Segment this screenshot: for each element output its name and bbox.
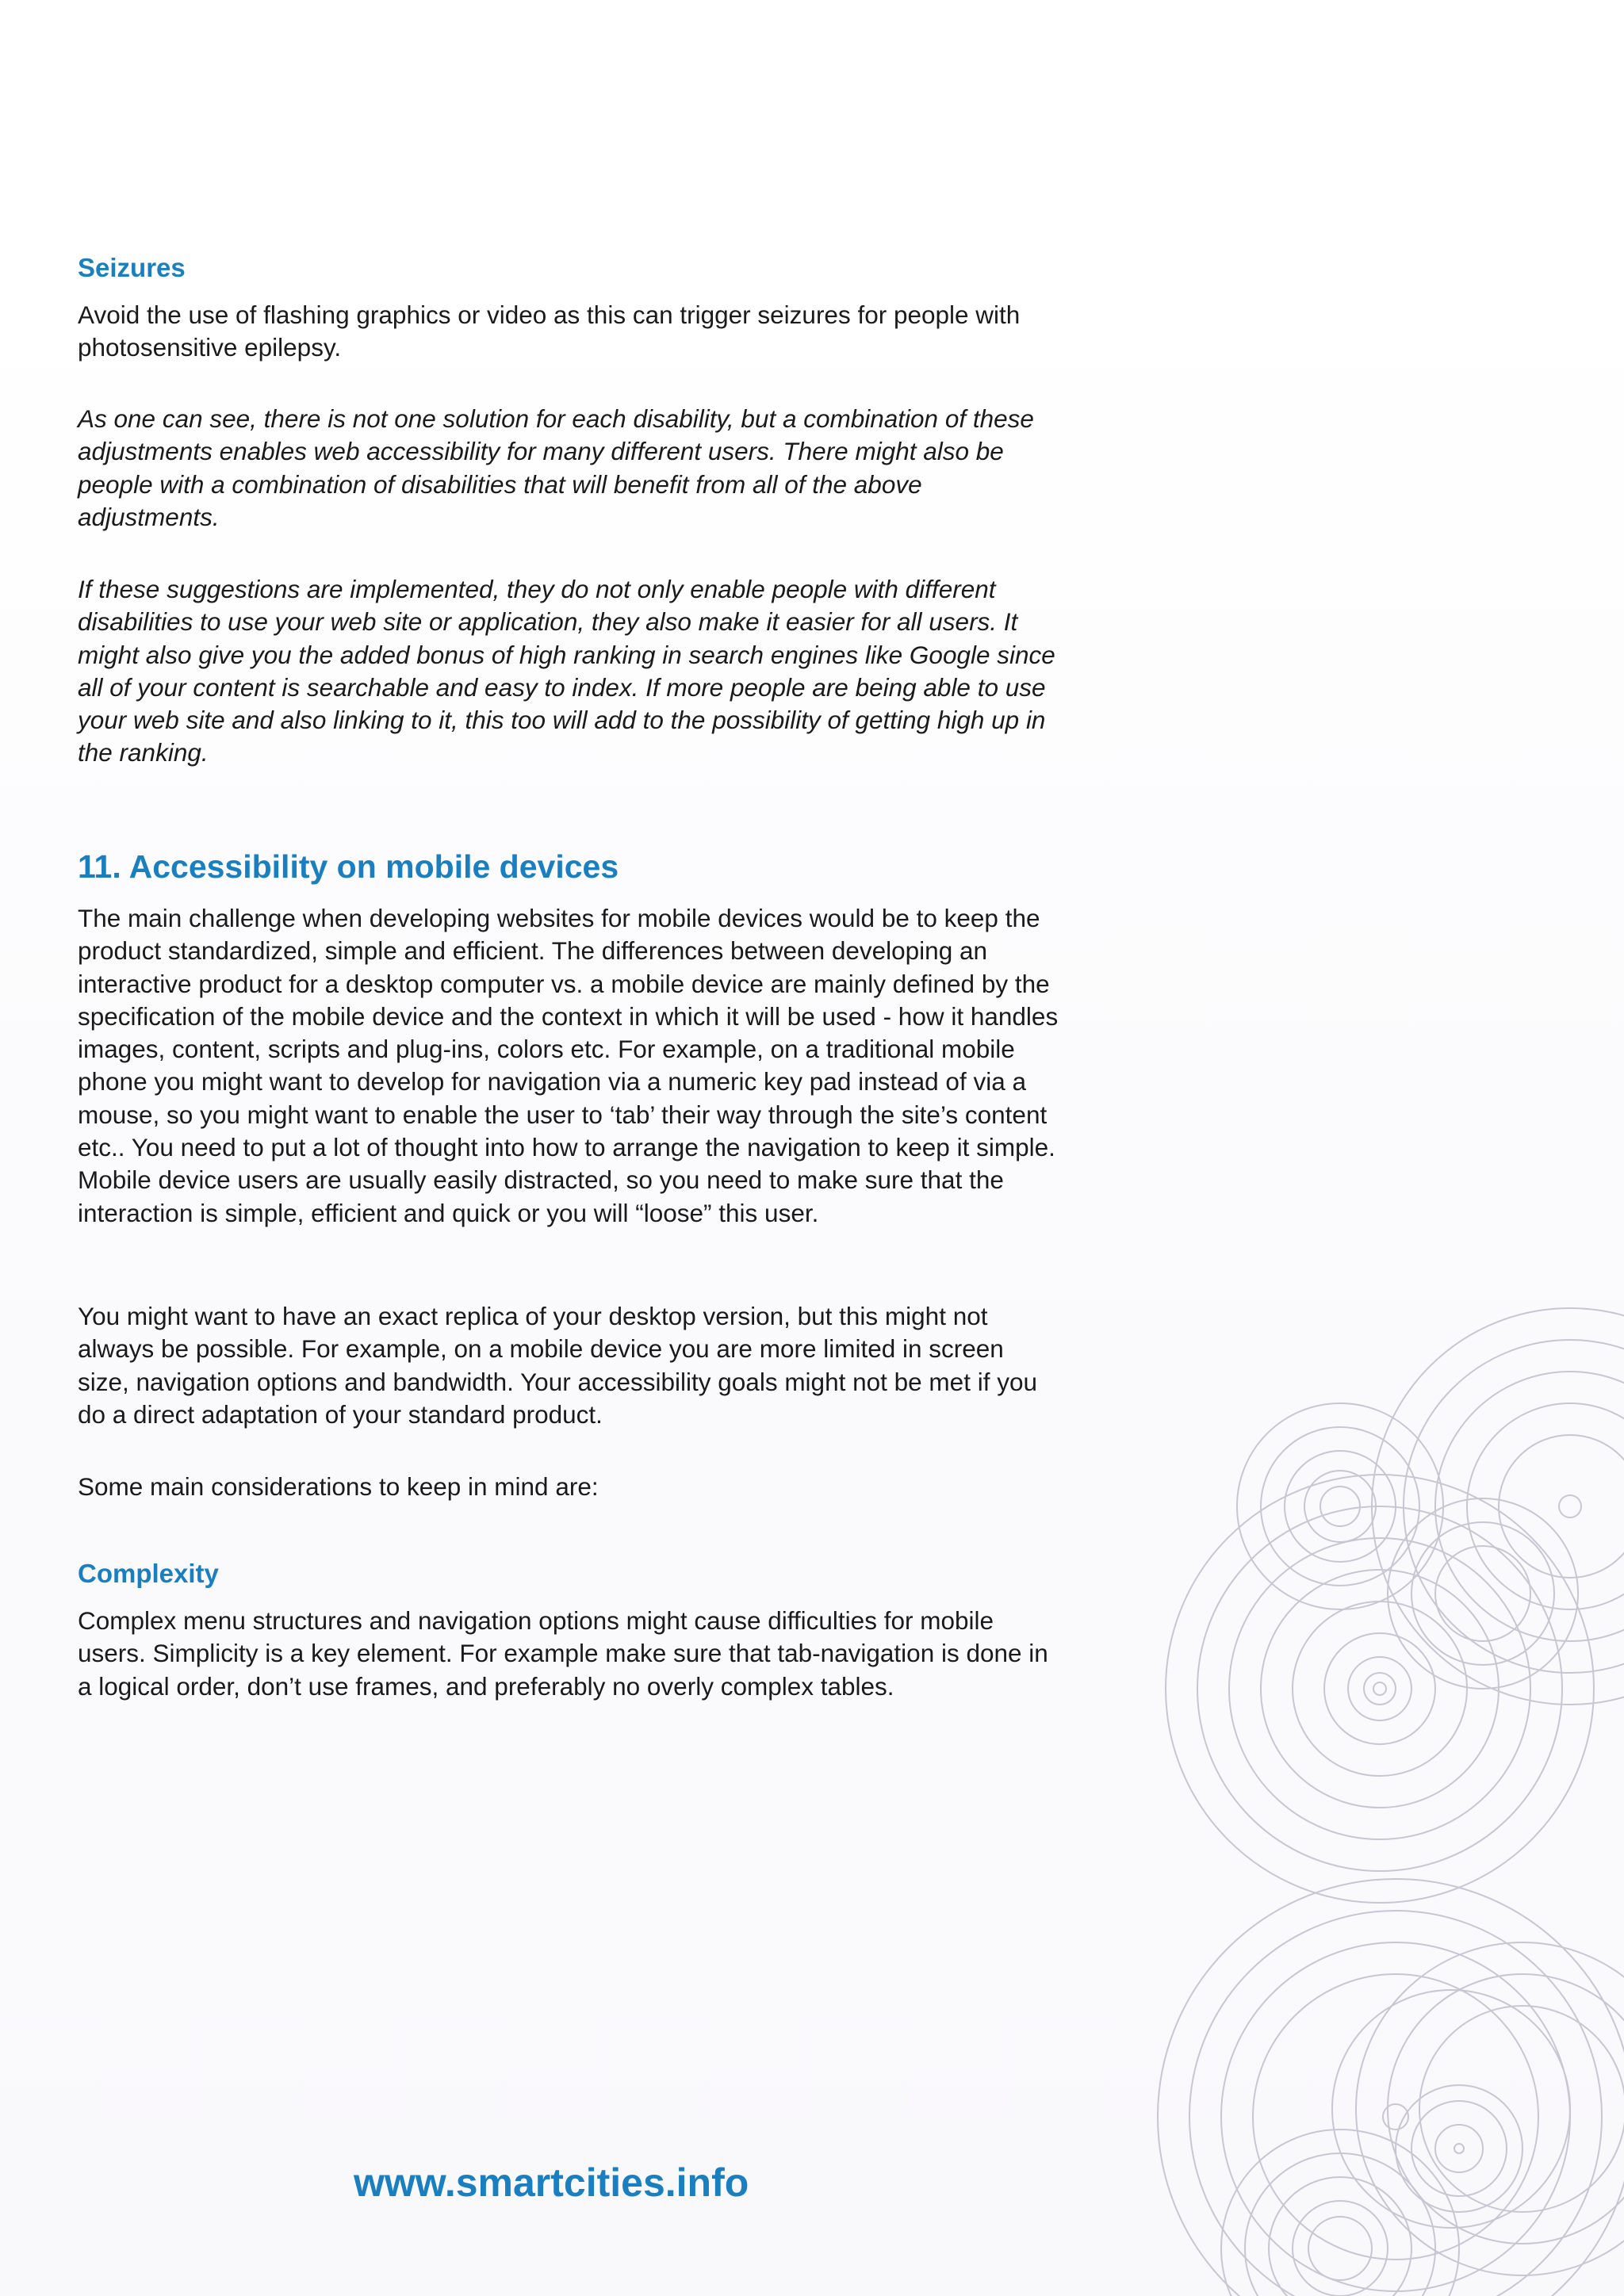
complexity-body: Complex menu structures and navigation options might cause difficulties for mobile users. Simplicity is a key element. For example make sure that tab-navigation is done in a logical order, don’t use frames, and preferably no overly complex tables. <box>78 1606 1048 1701</box>
seizures-heading: Seizures <box>78 253 186 282</box>
mobile-accessibility-heading: 11. Accessibility on mobile devices <box>78 848 619 885</box>
decorative-circles <box>1142 1300 1624 2296</box>
seizures-body: Avoid the use of flashing graphics or video as this can trigger seizures for people with photosensitive epilepsy. <box>78 300 1021 362</box>
mobile-paragraph-2: You might want to have an exact replica of your desktop version, but this might not always be possible. For example, on a mobile device you are more limited in screen size, navigation options and bandwidth. Your accessibility goals might not be met if you do a direct adaptation of your standard product. <box>78 1302 1037 1429</box>
summary-paragraph-1: As one can see, there is not one solution for each disability, but a combination of these adjustments enables web accessibility for many different users. There might also be people with a combination of disabilities that will benefit from all of the above adjustments. <box>78 404 1034 531</box>
summary-paragraph-2: If these suggestions are implemented, they do not only enable people with different disabilities to use your web site or application, they also make it easier for all users. It might also give you the added bonus of high ranking in search engines like Google since all of your content is searchable and easy to index. If more people are being able to use your web site and also linking to it, this too will add to the possibility of getting high up in the ranking. <box>78 575 1055 767</box>
complexity-heading: Complexity <box>78 1559 219 1588</box>
footer-website-link[interactable]: www.smartcities.info <box>354 2160 749 2205</box>
mobile-paragraph-1: The main challenge when developing websites for mobile devices would be to keep the product standardized, simple and efficient. The differences between developing an interactive product for a desktop computer vs. a mobile device are mainly defined by the specification of the mobile device and the context in which it will be used - how it handles images, content, scripts and plug-ins, colors etc. For example, on a traditional mobile phone you might want to develop for navigation via a numeric key pad instead of via a mouse, so you might want to enable the user to ‘tab’ their way through the site’s content etc.. You need to put a lot of thought into how to arrange the navigation to keep it simple. Mobile device users are usually easily distracted, so you need to make sure that the interaction is simple, efficient and quick or you will “loose” this user. <box>78 904 1059 1227</box>
mobile-paragraph-3: Some main considerations to keep in mind are: <box>78 1472 599 1501</box>
